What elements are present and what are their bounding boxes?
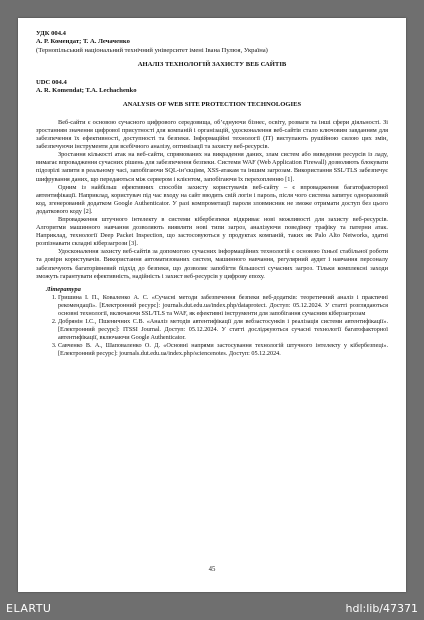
- reference-item: 2. Добрянін І.С., Пшеничних С.В. «Аналіз методів автентифікації для вебзастосунків і реалізація системи автентифікації». [Електронний ресурс]: ITSSI Journal. Доступ: 05.12.2024. У статті досліджуються сучасні технології багатофакторної автентифікації, включаючи Google Authenticator.: [58, 318, 388, 342]
- paragraph: Впровадження штучного інтелекту в системи кібербезпеки відкриває нові можливості для захисту веб-ресурсів. Алгоритми машинного навчання дозволяють виявляти нові типи загроз, аналізуючи поведінку трафіку та патерни атак. Наприклад, технології Deep Packet Inspection, що застосовуються у продуктах компаній, таких як Palo Alto Networks, здатні розпізнавати складні кіберзагрози [3].: [36, 215, 388, 248]
- references-heading: Література: [46, 285, 81, 293]
- paragraph: Веб-сайти є основою сучасного цифрового середовища, об’єднуючи бізнес, освіту, розваги та інші сфери діяльності. Зі зростанням значення цифрової присутності для компаній і організацій, удосконалення веб-сайтів стало ключовим завданням для забезпечення їх ефективності, доступності та безпеки. Інформаційні технології (ІТ) виступають рушійною силою цих змін, забезпечуючи інструменти для всебічного аналізу, оптимізації та захисту веб-ресурсів.: [36, 118, 388, 151]
- reference-item: 1. Гришина І. П., Коваленко А. С. «Сучасні методи забезпечення безпеки веб-додатків: теоретичний аналіз і практичні рекомендації». [Електронний ресурс]: journals.dut.edu.ua/index.php/dataprotect. Доступ: 05.12.2024. У статті розглядаються основні технології, включаючи SSL/TLS та WAF, як ефективні інструменти для запобігання сучасним кіберзагрозам: [58, 294, 388, 318]
- handle-label: hdl:lib/47371: [345, 602, 418, 615]
- reference-item: 3. Савченко В. А., Шаповаленко О. Д. «Основні напрями застосування технологій штучного інтелекту у кібербезпеці». [Електронний ресурс]: journals.dut.edu.ua/index.php/sciencenotes. Доступ: 05.12.2024.: [58, 342, 388, 358]
- affiliation-ua: (Тернопільський національний технічний університет імені Івана Пулюя, Україна): [36, 46, 268, 54]
- repository-footer: [0, 598, 424, 620]
- title-ua: АНАЛІЗ ТЕХНОЛОГІЙ ЗАХИСТУ ВЕБ САЙТІВ: [137, 61, 287, 69]
- article-body: [36, 30, 388, 358]
- paragraph: Зростання кількості атак на веб-сайти, спрямованих на викрадення даних, злам систем або виведення ресурсів із ладу, вимагає впровадження сучасних рішень для забезпечення безпеки. Системи WAF (Web Application Firewall) дозволяють блокувати підозрілі запити в реальному часі, запобігаючи SQL-ін’єкціям, XSS-атакам та іншим загрозам. Використання SSL/TLS забезпечує шифрування даних, що передаються між сервером і клієнтом, запобігаючи їх перехопленню [1].: [36, 151, 388, 183]
- repository-label: ELARTU: [6, 602, 52, 615]
- udc-en: UDC 004.4: [36, 78, 67, 86]
- paragraph: Удосконалення захисту веб-сайтів за допомогою сучасних інформаційних технологій є основою їхньої стабільної роботи та довіри користувачів. Використання автоматизованих систем, машинного навчання, регулярний аудит і навчання персоналу забезпечують багаторівневий підхід до безпеки, що дозволяє запобігти більшості сучасних загроз. Тільки комплексні заходи зможуть гарантувати ефективність, надійність і захист веб-ресурсів у цифрову епоху.: [36, 248, 388, 280]
- title-en: ANALYSIS OF WEB SITE PROTECTION TECHNOLOGIES: [122, 101, 302, 109]
- udc-ua: УДК 004.4: [36, 30, 66, 37]
- document-page: [18, 18, 406, 592]
- authors-en: A. R. Komendat; T.A. Lechachenko: [36, 87, 137, 95]
- authors-ua: А. Р. Комендат; Т. А. Лечаченко: [36, 38, 130, 46]
- paragraph: Одним із найбільш ефективних способів захисту користувачів веб-сайту – є впровадження багатофакторної автентифікації. Наприклад, користувач під час входу на сайт вводить свій логін і пароль, після чого система запитує одноразовий код, згенерований додатком Google Authenticator. У разі компрометації пароля зловмисник не зможе отримати доступ без цього додаткового коду [2].: [36, 183, 388, 215]
- page-number: 45: [208, 566, 216, 573]
- references-list: [36, 294, 388, 358]
